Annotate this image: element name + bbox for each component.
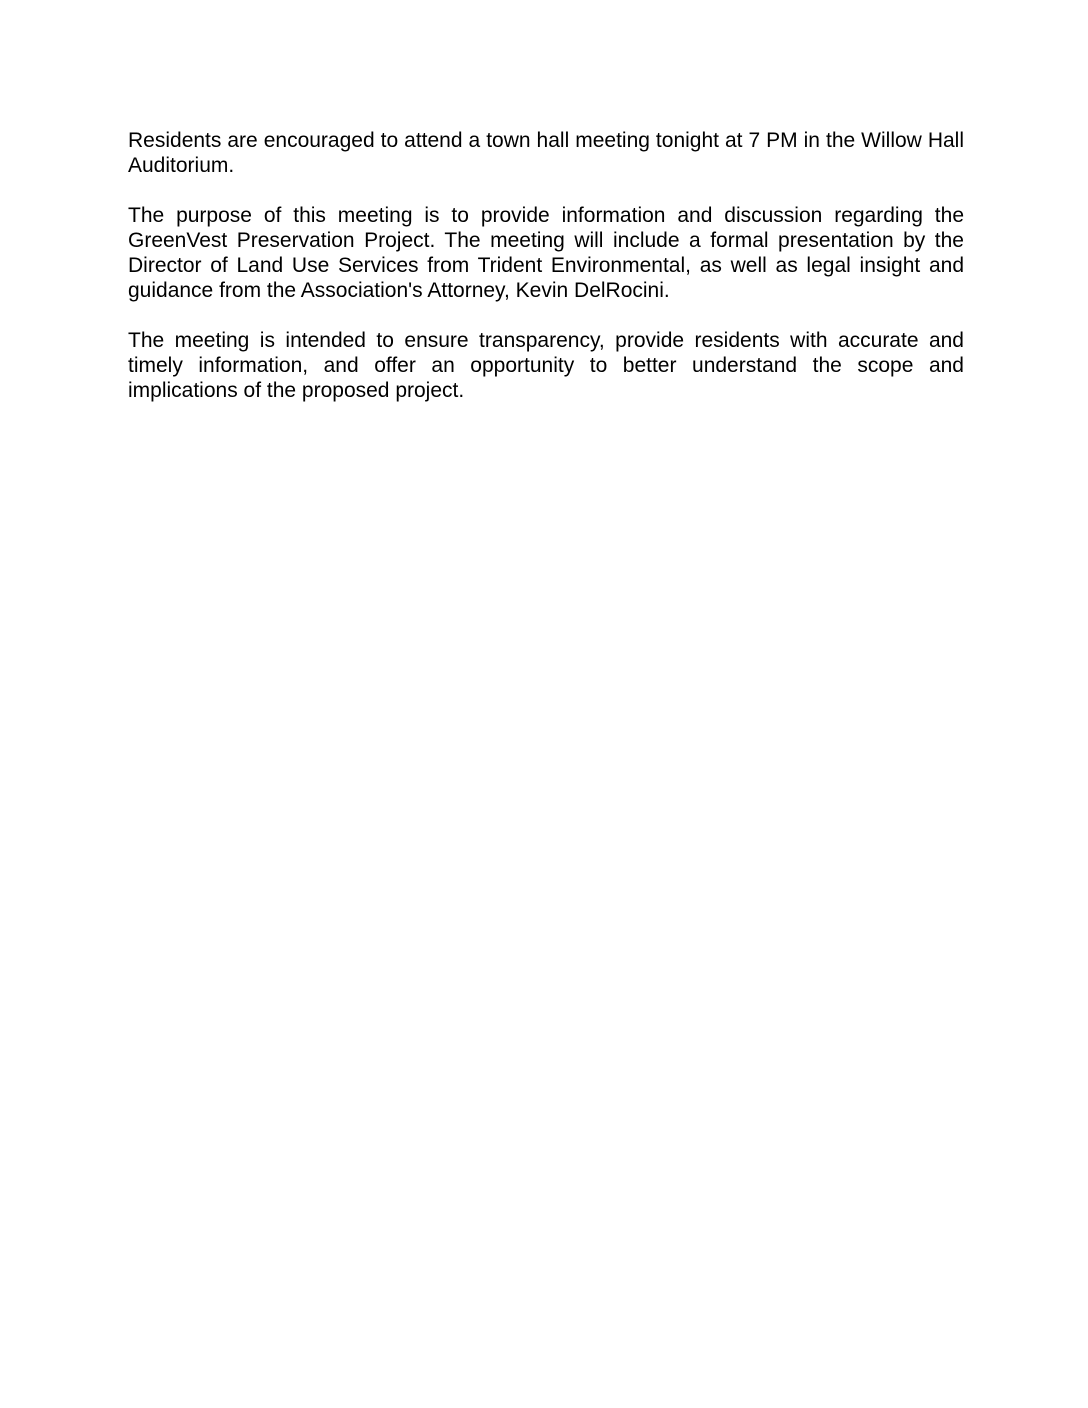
paragraph-meeting-announcement: Residents are encouraged to attend a town hall meeting tonight at 7 PM in the Willow Hall Auditorium.	[128, 129, 964, 177]
paragraph-meeting-intent: The meeting is intended to ensure transparency, provide residents with accurate and timely information, and offer an opportunity to better understand the scope and implications of the proposed project.	[128, 329, 964, 402]
paragraph-meeting-purpose: The purpose of this meeting is to provide information and discussion regarding the GreenVest Preservation Project. The meeting will include a formal presentation by the Director of Land Use Services from Trident Environmental, as well as legal insight and guidance from the Association's Attorney, Kevin DelRocini.	[128, 204, 964, 302]
document-text-block	[128, 128, 964, 428]
